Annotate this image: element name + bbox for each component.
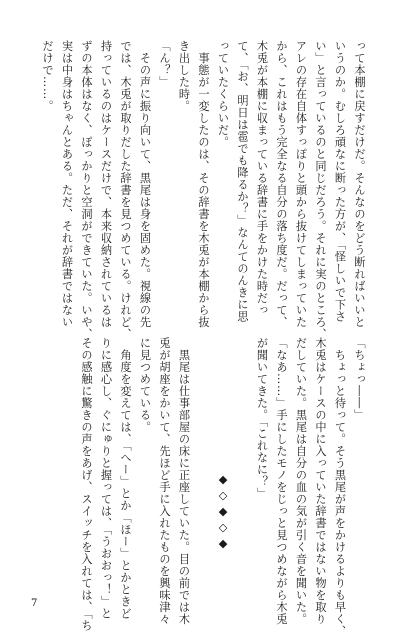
text-line: 「ちょっ――」 <box>353 337 366 421</box>
text-line: アレの存在自体すっぽりと頭から抜けてしまっていた <box>294 40 308 328</box>
text-line: 「なあ……」手にしたモノをじっと見つめながら木兎 <box>275 337 288 625</box>
text-line: 黒尾は仕事部屋の床に正座していた。目の前では木 <box>177 337 191 625</box>
upper-text-block <box>29 40 369 340</box>
text-line: その感触に驚きの声をあげ、スイッチを入れては、「ち <box>80 337 93 632</box>
blank-line <box>194 337 214 599</box>
text-line: 木兎が本棚に収まっている辞書に手をかけた時だっ <box>255 40 269 316</box>
text-line: 事態が一変したのは、その辞書を木兎が本棚から抜 <box>197 40 210 328</box>
text-line: りに感心し、ぐにゅりと握っては、「うおおっ！」と <box>99 337 113 620</box>
text-line: 木兎はケースの中に入っていた辞書ではない物を取り <box>314 337 327 625</box>
text-line: いうのか。むしろ頑なに断った方が、「怪しいで下さ <box>333 40 347 323</box>
text-line: が聞いてきた。「これなに？」 <box>255 337 269 500</box>
text-line: 「ん？」 <box>158 40 171 88</box>
text-line: 兎が胡座をかいて、先ほど手に入れたものを興味津々 <box>158 337 171 625</box>
text-line: い」と言っているのと同じだろう。それに実のところ、 <box>314 40 327 340</box>
blank-line <box>233 337 253 599</box>
text-line: だけで……。 <box>41 40 54 112</box>
text-line: だしていた。黒尾は自分の血の気が引く音を聞いた。 <box>294 337 308 625</box>
text-line: その声に振り向いて、黒尾は身を固めた。視線の先 <box>138 40 152 328</box>
section-separator: ◆◇◆◇◆ <box>216 473 230 553</box>
lower-text-block <box>29 337 369 637</box>
text-line: 実は中身はちゃんとある。ただ、それが辞書ではない <box>60 40 74 328</box>
text-line: て、「お、明日は雹でも降るか？」なんてのんきに思 <box>236 40 249 323</box>
text-line: ちょっと待って。そう黒尾が声をかけるよりも早く、 <box>333 337 347 637</box>
text-line: に見つめている。 <box>138 337 152 433</box>
page-number: 7 <box>31 598 38 609</box>
text-line: ずの本体はなく、ぽっかりと空洞ができていた。いや、 <box>80 40 93 340</box>
text-line: 持っているのはケースだけで、本来収納されているは <box>99 40 113 328</box>
text-line: 角度を変えては、「へー」とか「ほー」とかときど <box>119 337 132 620</box>
text-line: では、木兎が取りだした辞書を見つめている。けれど、 <box>119 40 132 340</box>
text-line: き出した時。 <box>177 40 191 112</box>
text-line: っていたくらいだ。 <box>216 40 230 148</box>
text-line: から、これはもう完全なる自分の落ち度だ。だって、 <box>275 40 288 328</box>
text-line: って本棚に戻すだけだ。そんなのをどう断ればいいと <box>353 40 366 328</box>
